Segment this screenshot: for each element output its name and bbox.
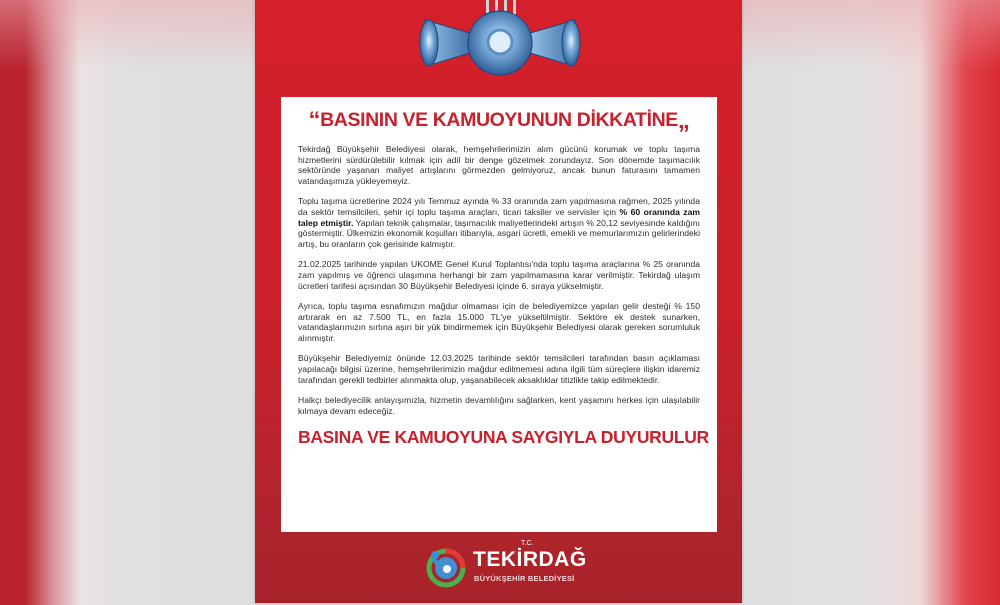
paragraph-4: Ayrıca, toplu taşıma esnafımızın mağdur olmaması için de belediyemizce yapılan gelir desteği % 150 artırarak en az 7.500 TL, en fazla 15.000 TL'ye yükseltilmiştir. Sektöre ek destek sunarken, vatandaşlarımızın sırtına aşırı bir yük bindirmemek için Büyükşehir Belediyesi olarak gereken sorumluluk alınmıştır.	[298, 300, 700, 344]
announcement-poster	[255, 0, 742, 603]
announcement-card	[281, 97, 717, 532]
announcement-body	[298, 144, 700, 416]
paragraph-6: Halkçı belediyecilik anlayışımızla, hizmetin devamlılığını sağlarken, kent yaşamını herkes için ulaşılabilir kılmaya devam edeceğiz.	[298, 394, 700, 416]
logo-name: TEKİRDAĞ	[473, 548, 587, 571]
paragraph-3: 21.02.2025 tarihinde yapılan UKOME Genel Kurul Toplantısı'nda toplu taşıma araçlarına % 25 oranında zam yapılmış ve öğrenci ulaşımına herhangi bir zam yapılmamasına karar verilmiştir. Tekirdağ ulaşım ücretleri tarifesi açısından 30 Büyükşehir Belediyesi içinde 6. sıraya yükselmiştir.	[298, 259, 700, 291]
logo-prefix: T.C.	[521, 540, 534, 547]
announcement-title	[298, 107, 700, 134]
tekirdag-logo	[425, 540, 585, 595]
title-text: BASININ VE KAMUOYUNUN DİKKATİNE	[320, 109, 678, 131]
paragraph-5: Büyükşehir Belediyemiz önünde 12.03.2025 tarihinde sektör temsilcileri tarafından basın açıklaması yapılacağı bilgisi üzerine, hemşehrilerimizin mağdur edilmemesi adına ilgili tüm süreçlere ilişkin idaremiz tarafından gerekli tedbirler alınmakta olup, yaşanabilecek aksaklıklar titizlikle takip edilmektedir.	[298, 353, 700, 385]
paragraph-1: Tekirdağ Büyükşehir Belediyesi olarak, hemşehrilerimizin alım gücünü korumak ve toplu taşıma hizmetlerini sürdürülebilir kılmak için adil bir denge gözetmek zorundayız. Son dönemde taşımacılık sektöründe yaşanan maliyet artışlarını görmezden gelmiyoruz, ancak bunun faturasını tamamen vatandaşımıza yükleyemeyiz.	[298, 144, 700, 187]
paragraph-2-end: Yapılan teknik çalışmalar, taşımacılık maliyetlerindeki artışın % 20,12 seviyesinde kaldığını göstermiştir. Ülkemizin ekonomik koşulları itibarıyla, asgari ücretli, emekli ve memurlarımızın gelirlerindeki artış, bu oranların çok gerisinde kalmıştır.	[298, 217, 700, 250]
paragraph-2-start: Toplu taşıma ücretlerine 2024 yılı Temmuz ayında % 33 oranında zam yapılmasına rağmen, 2025 yılında da sektör temsilcileri, şehir içi toplu taşıma araçları, ticari taksiler ve servisler için	[298, 196, 700, 218]
logo-subtitle: BÜYÜKŞEHİR BELEDİYESİ	[474, 574, 575, 583]
open-quote: “	[308, 107, 321, 134]
closing-statement: BASINA VE KAMUOYUNA SAYGIYLA DUYURULUR	[298, 426, 709, 447]
paragraph-2	[298, 196, 700, 250]
tekirdag-logo-icon	[425, 546, 467, 588]
megaphones-icon	[415, 0, 585, 90]
close-quote: „	[677, 107, 690, 134]
paragraph-2-bold: % 60 oranında zam talep etmiştir.	[298, 207, 700, 228]
